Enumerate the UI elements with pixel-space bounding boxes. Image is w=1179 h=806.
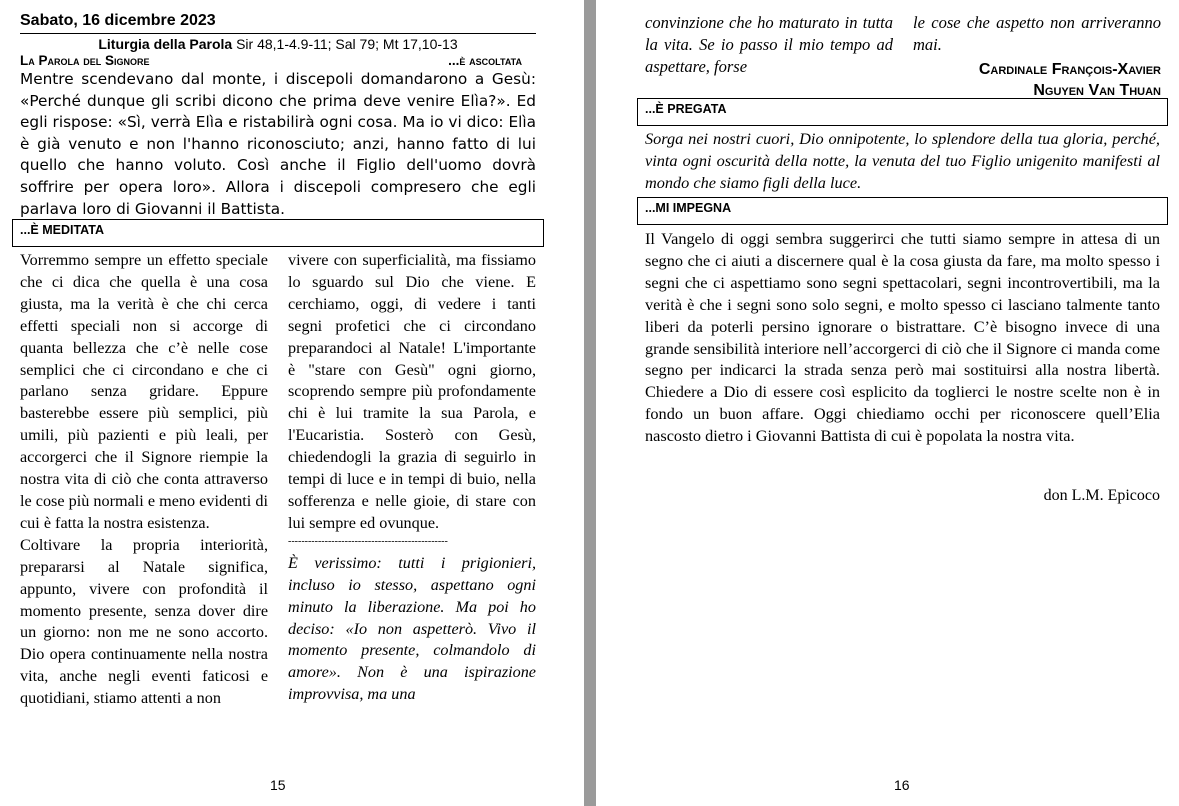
quote-author-line1: Cardinale François-Xavier [978,61,1161,78]
page-gutter [584,0,596,806]
commitment-text: Il Vangelo di oggi sembra suggerirci che tutti siamo sempre in attesa di un segno che ci aiuti a discernere qual è la cosa giusta da fare, ma molto spesso i segni che ci aspettiamo sono segni spettacolari, segni incontrovertibili, ma la verità è che i segni sono solo segni, e molto spesso ci lasciano talmente tanto liberi da poterli persino ignorare o bistrattare. C’è bisogno invece di una grande sensibilità interiore nell’accorgerci di ciò che il Signore ci manda come segno per indicarci la strada senza però mai sostituirsi alla nostra libertà. Chiedere a Dio di essere così esplicito da toglierci le nostre scelte non è in fondo un buon affare. Oggi chiediamo occhi per riconoscere quell’Elia nascosto dietro i Giovanni Battista di cui è popolata la nostra vita. [645,229,1160,446]
section-parola: La Parola del Signore [20,53,150,68]
meditation-paragraph: Coltivare la propria interiorità, prepararsi al Natale significa, appunto, vivere con profondità il momento presente, senza dover dire un giorno: non me ne sono accorto. Dio opera continuamente nella nostra vita, anche negli eventi faticosi e quotidiani, stiamo attenti a non [20,535,268,708]
gospel-heading-row [20,53,536,68]
quote-column-1: convinzione che ho maturato in tutta la vita. Se io passo il mio tempo ad aspettare, forse [645,13,893,76]
section-impegna-box [637,197,1168,225]
date-heading: Sabato, 16 dicembre 2023 [20,12,216,29]
quote-author-line2: Nguyen Van Thuan [1033,82,1161,99]
divider-line: ------------------------------------------------ [288,535,448,547]
page-number-left: 15 [270,777,286,793]
section-ascoltata: ...è ascoltata [448,53,522,68]
section-pregata: ...È PREGATA [645,102,727,116]
page-number-right: 16 [894,777,910,793]
section-meditata-box [12,219,544,247]
meditation-column-2 [288,250,536,706]
liturgy-title: Liturgia della Parola [98,36,233,52]
left-page [0,0,584,806]
quote-paragraph: È verissimo: tutti i prigionieri, incluso io stesso, aspettano ogni minuto la liberazione. Ma poi ho deciso: «Io non aspetterò. Vivo il momento presente, colmandolo di amore». Non è una ispirazione improvvisa, ma una [288,553,536,704]
gospel-paragraph: Mentre scendevano dal monte, i discepoli domandarono a Gesù: «Perché dunque gli scribi dicono che prima deve venire Elìa?». Ed egli rispose: «Sì, verrà Elìa e ristabilirà ogni cosa. Ma io vi dico: Elìa è già venuto e non l'hanno riconosciuto; anzi, hanno fatto di lui quello che hanno voluto. Così anche il Figlio dell'uomo dovrà soffrire per opera loro». Allora i discepoli compresero che egli parlava loro di Giovanni il Battista. [20,70,536,218]
liturgy-line [20,33,536,52]
signature: don L.M. Epicoco [1043,487,1160,504]
meditation-column-1 [20,250,268,710]
quote-column-2: le cose che aspetto non arriveranno mai. [913,13,1161,54]
quote-author [979,59,1161,101]
section-meditata: ...È MEDITATA [20,223,105,237]
meditation-paragraph: Vorremmo sempre un effetto speciale che ci dica che quella è una cosa giusta, ma la verità è che chi cerca effetti speciali non si accorge di quanta bellezza che c’è nelle cose semplici che ci circondano e che ci parlano senza gridare. Eppure basterebbe essere più semplici, più umili, più pazienti e più leali, per accorgerci che il Signore riempie la nostra vita di ciò che conta attraverso le cose più normali e meno evidenti di cui è fatta la nostra esistenza. [20,251,268,532]
section-pregata-box [637,98,1168,126]
meditation-paragraph: vivere con superficialità, ma fissiamo lo sguardo sul Dio che viene. E cerchiamo, oggi, di vedere i tanti segni profetici che ci circondano preparandoci al Natale! L'importante è "stare con Gesù" ogni giorno, scoprendo sempre più profondamente chi è lui tramite la sua Parola, e l'Eucaristia. Sosterò con Gesù, chiedendogli la grazia di seguirlo in tempi di luce e in tempi di buio, nella sofferenza e nelle gioie, di stare con lui sempre ed ovunque. [288,251,536,532]
prayer-text: Sorga nei nostri cuori, Dio onnipotente, lo splendore della tua gloria, perché, vinta ogni oscurità della notte, la venuta del tuo Figlio unigenito manifesti al mondo che siamo figli della luce. [645,129,1160,192]
gospel-text [20,69,536,220]
section-impegna: ...MI IMPEGNA [645,201,732,215]
liturgy-refs: Sir 48,1-4.9-11; Sal 79; Mt 17,10-13 [236,36,458,52]
